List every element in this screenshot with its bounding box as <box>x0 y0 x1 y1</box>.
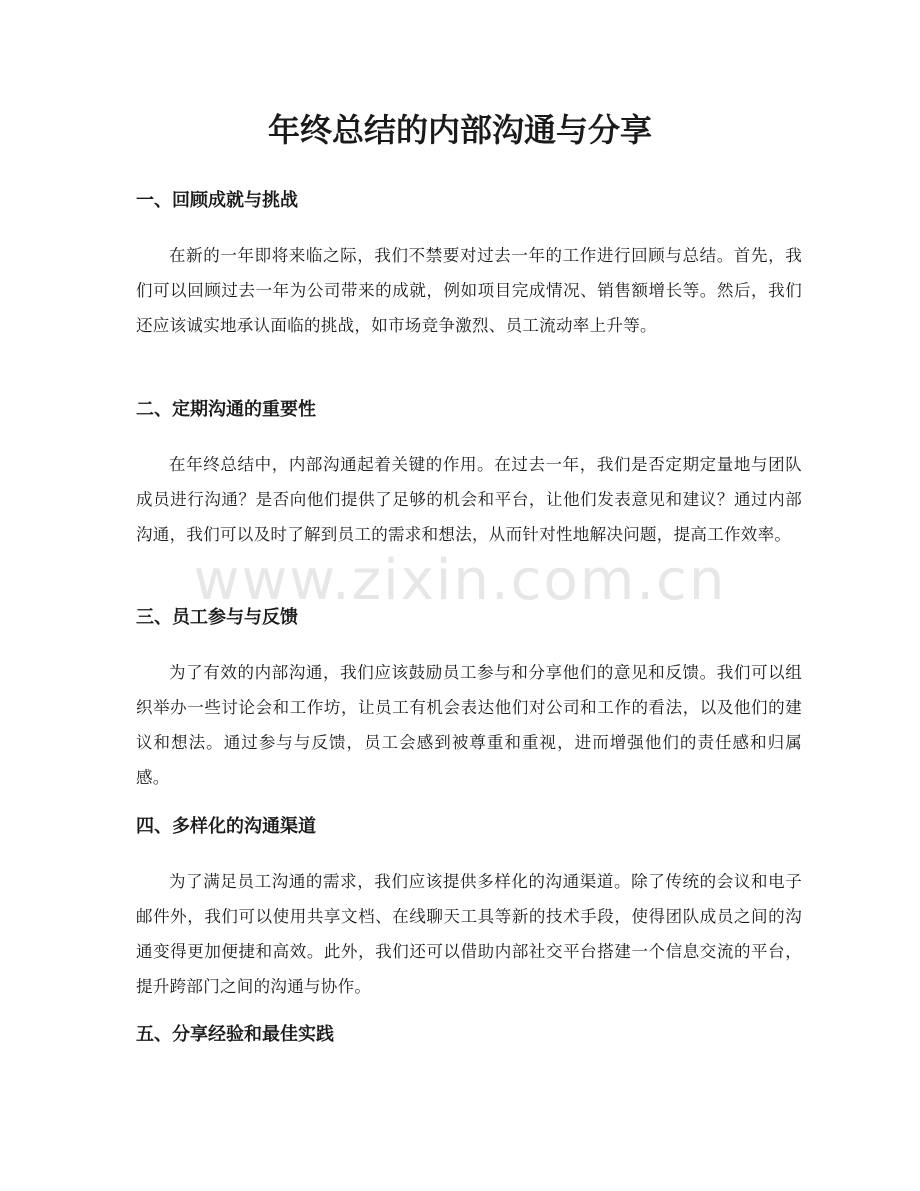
section-paragraph: 在新的一年即将来临之际，我们不禁要对过去一年的工作进行回顾与总结。首先，我们可以回顾过去一年为公司带来的成就，例如项目完成情况、销售额增长等。然后，我们还应该诚实地承认面临的挑战，如市场竞争激烈、员工流动率上升等。 <box>136 246 802 335</box>
section-4 <box>136 814 802 1004</box>
section-paragraph: 在年终总结中，内部沟通起着关键的作用。在过去一年，我们是否定期定量地与团队成员进行沟通？是否向他们提供了足够的机会和平台，让他们发表意见和建议？通过内部沟通，我们可以及时了解到员工的需求和想法，从而针对性地解决问题，提高工作效率。 <box>136 455 802 544</box>
section-2 <box>136 397 802 552</box>
section-3 <box>136 605 802 795</box>
section-heading: 一、回顾成就与挑战 <box>136 190 298 211</box>
watermark: www.zixin.com.cn <box>193 548 727 613</box>
section-paragraph: 为了有效的内部沟通，我们应该鼓励员工参与和分享他们的意见和反馈。我们可以组织举办一些讨论会和工作坊，让员工有机会表达他们对公司和工作的看法，以及他们的建议和想法。通过参与与反馈，员工会感到被尊重和重视，进而增强他们的责任感和归属感。 <box>136 663 802 787</box>
section-heading: 四、多样化的沟通渠道 <box>136 816 316 837</box>
section-5 <box>136 1022 802 1048</box>
page-title: 年终总结的内部沟通与分享 <box>267 111 652 149</box>
section-heading: 五、分享经验和最佳实践 <box>136 1024 334 1045</box>
section-paragraph: 为了满足员工沟通的需求，我们应该提供多样化的沟通渠道。除了传统的会议和电子邮件外，我们可以使用共享文档、在线聊天工具等新的技术手段，使得团队成员之间的沟通变得更加便捷和高效。此外，我们还可以借助内部社交平台搭建一个信息交流的平台，提升跨部门之间的沟通与协作。 <box>136 872 802 996</box>
section-heading: 二、定期沟通的重要性 <box>136 399 316 420</box>
section-1 <box>136 188 802 343</box>
section-heading: 三、员工参与与反馈 <box>136 607 298 628</box>
